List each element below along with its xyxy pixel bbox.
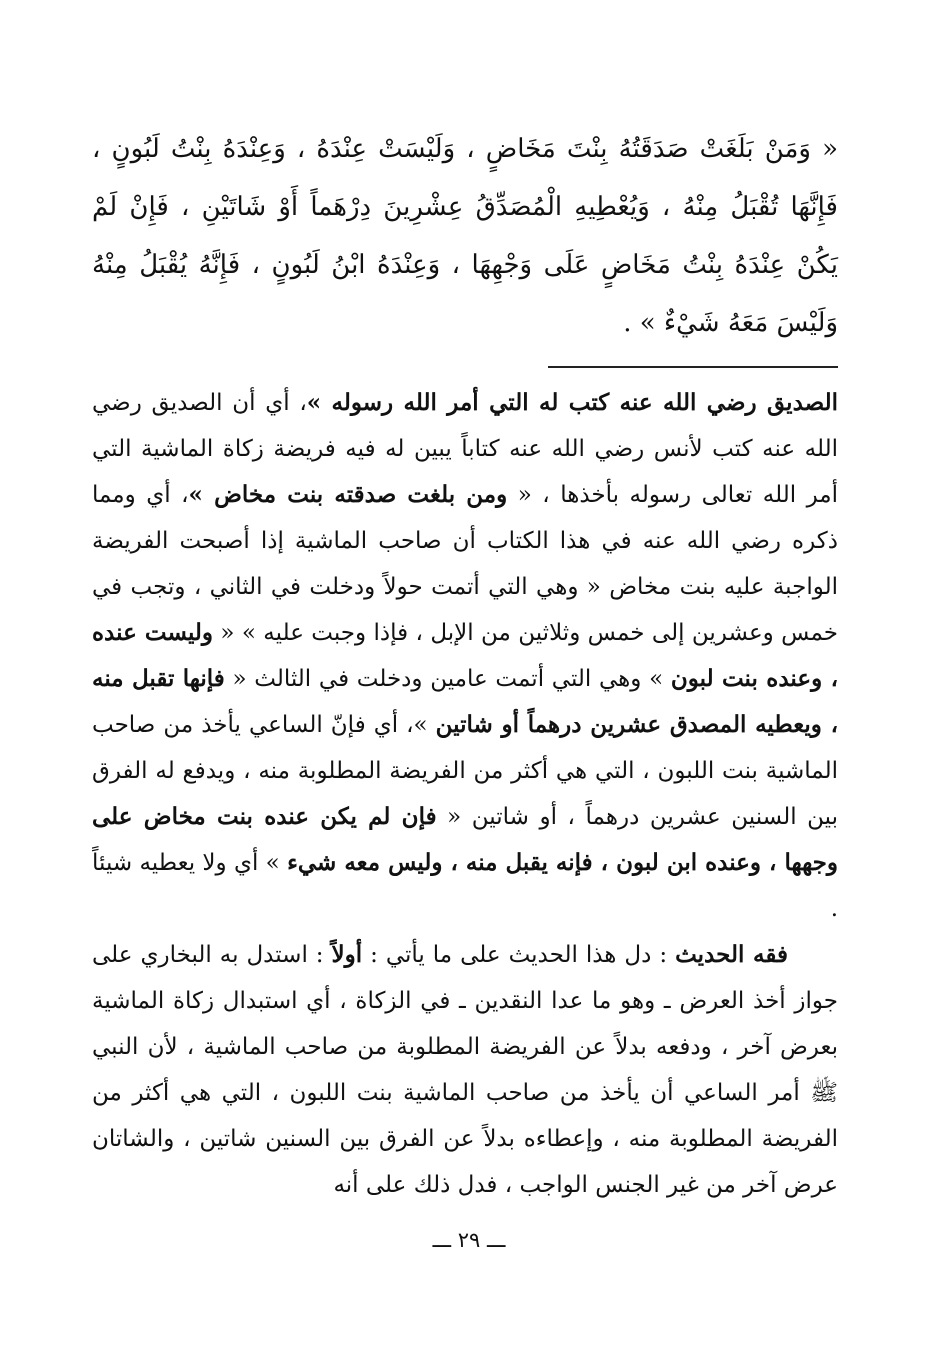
hadith-text: « وَمَنْ بَلَغَتْ صَدَقَتُهُ بِنْتَ مَخَاضٍ ، وَلَيْسَتْ عِنْدَهُ ، وَعِنْدَهُ بِنْتُ لَبُونٍ ، فَإِنَّهَا تُقْبَلُ مِنْهُ ، وَيُعْطِيهِ الْمُصَدِّقُ عِشْرِينَ دِرْهَماً أَوْ شَاتَيْنِ ، فَإِنْ لَمْ يَكُنْ عِنْدَهُ بِنْتُ مَخَاضٍ عَلَى وَجْهِهَا ، وَعِنْدَهُ ابْنُ لَبُونٍ ، فَإِنَّهُ يُقْبَلُ مِنْهُ وَلَيْسَ مَعَهُ شَيْءٌ » . — [92, 134, 838, 338]
page-number: ـــ ٢٩ ـــ — [432, 1228, 506, 1252]
commentary-block — [92, 380, 838, 1208]
commentary-segment: » أي ولا يعطيه شيئاً . — [92, 850, 838, 922]
commentary-segment: ومن بلغت صدقته بنت مخاض » — [188, 481, 508, 508]
commentary-segment: »، أي فإنّ الساعي يأخذ من صاحب الماشية بنت اللبون ، التي هي أكثر من الفريضة المطلوبة منه ، ويدفع له الفرق بين السنين عشرين درهماً ، أو شاتين « — [92, 712, 839, 830]
point-label: أولاً — [331, 941, 363, 968]
section-heading: فقه الحديث — [675, 941, 788, 968]
commentary-segment: : استدل به البخاري على جواز أخذ العرض ـ وهو ما عدا النقدين ـ في الزكاة ، أي استبدال زكاة الماشية بعرض آخر ، ودفعه بدلاً عن الفريضة المطلوبة من صاحب الماشية ، لأن النبي ﷺ أمر الساعي أن يأخذ من صاحب الماشية بنت اللبون ، التي هي أكثر من الفريضة المطلوبة منه ، وإعطاءه بدلاً عن الفرق بين السنين شاتين ، والشاتان عرض آخر من غير الجنس الواجب ، فدل ذلك على أنه — [92, 942, 838, 1198]
commentary-segment: ، أي ومما ذكره رضي الله عنه في هذا الكتاب أن صاحب الماشية إذا أصبحت الفريضة الواجبة عليه بنت مخاض « وهي التي أتمت حولاً ودخلت في الثاني ، وتجب في خمس وعشرين إلى خمس وثلاثين من الإبل ، فإذا وجبت عليه » « — [92, 482, 839, 646]
commentary-segment: فإن لم يكن عنده بنت مخاض على وجهها ، وعنده ابن لبون ، فإنه يقبل منه ، وليس معه شيء — [92, 803, 838, 876]
commentary-paragraph-1 — [92, 380, 838, 932]
commentary-paragraph-2 — [92, 932, 838, 1208]
commentary-segment: ، أي أن الصديق رضي الله عنه كتب لأنس رضي الله عنه كتاباً يبين له فيه فريضة زكاة الماشية التي أمر الله تعالى رسوله بأخذها ، « — [92, 390, 838, 508]
commentary-segment: : دل هذا الحديث على ما يأتي : — [362, 942, 676, 968]
commentary-segment: فإنها تقبل منه ، ويعطيه المصدق عشرين درهماً أو شاتين — [92, 665, 838, 738]
hadith-text-block — [92, 120, 838, 352]
footnote-divider — [548, 366, 838, 368]
commentary-segment: » وهي التي أتمت عامين ودخلت في الثالث « — [224, 666, 671, 692]
commentary-segment: وليست عنده ، وعنده بنت لبون — [92, 619, 838, 692]
commentary-segment: الصديق رضي الله عنه كتب له التي أمر الله رسوله » — [306, 389, 838, 416]
